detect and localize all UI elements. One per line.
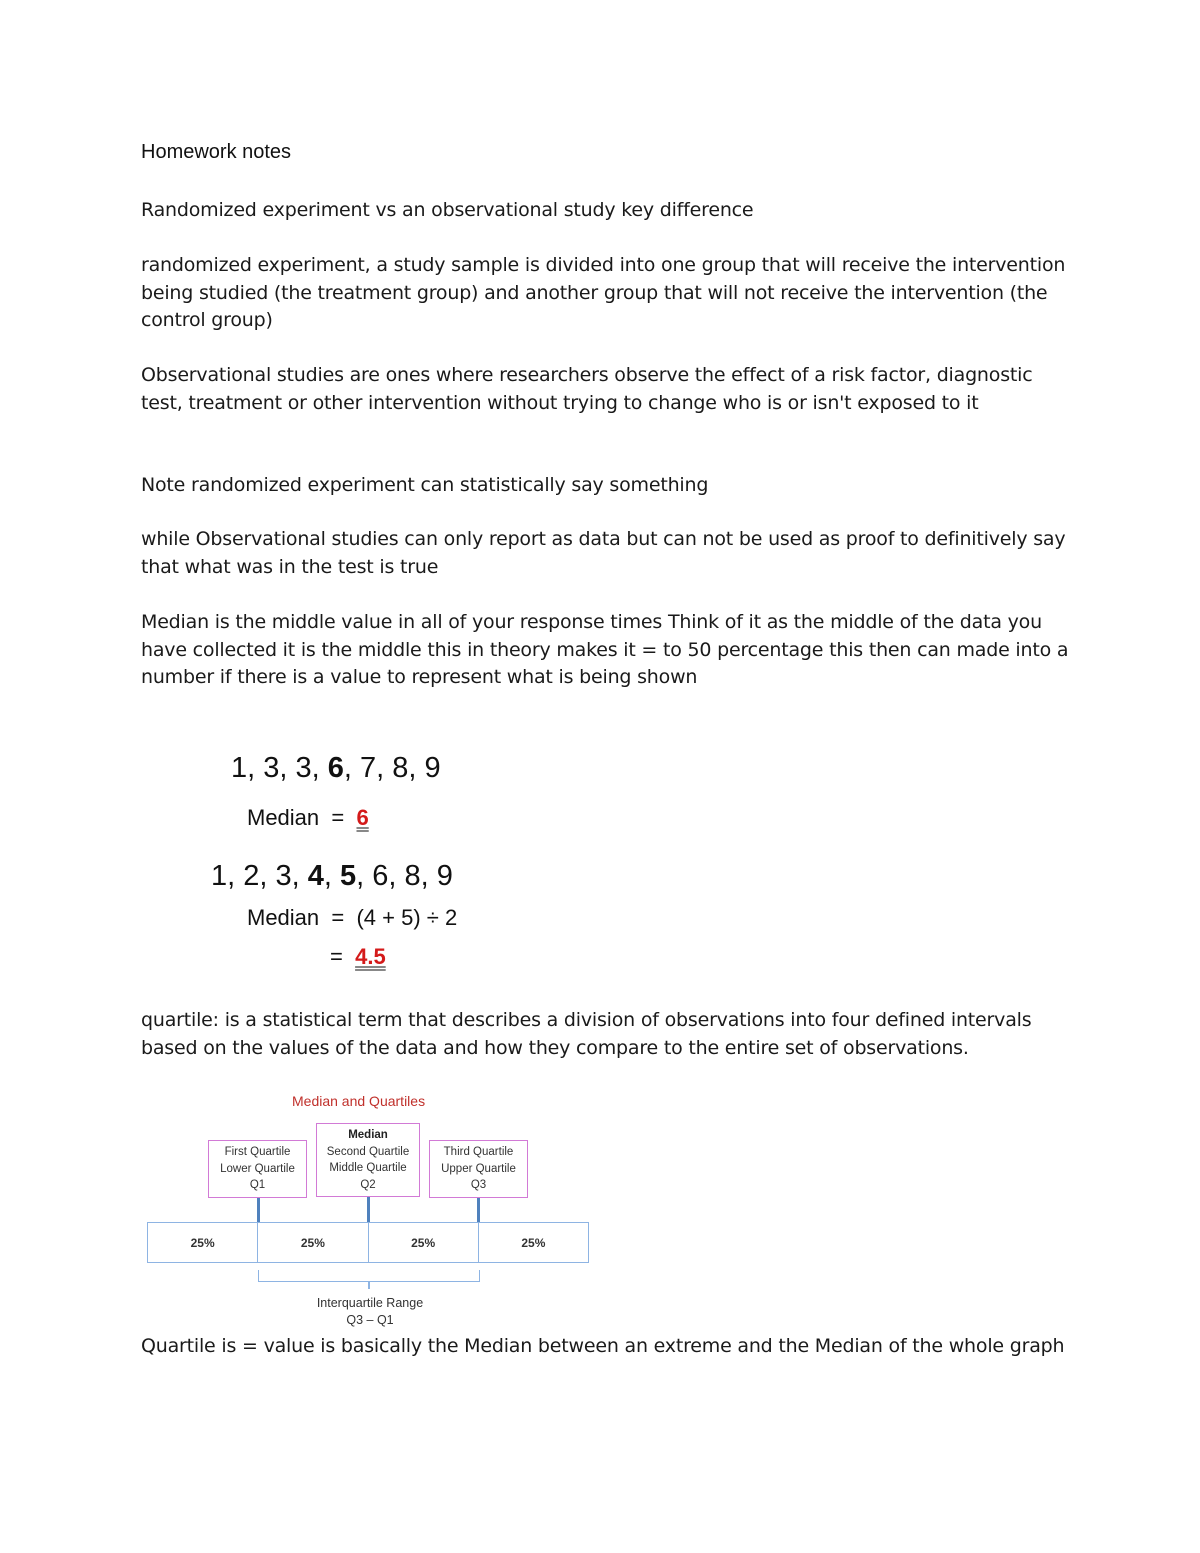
paragraph-randomized-experiment: randomized experiment, a study sample is divided into one group that will receive the intervention being studied (the treatment group) and another group that will not receive the intervention (the control group): [141, 254, 1066, 331]
third-quartile-label: Third Quartile: [443, 1146, 514, 1158]
median-example-1-result: Median = 6: [247, 805, 369, 830]
iqr-title: Interquartile Range: [316, 1296, 424, 1310]
paragraph-median-definition: Median is the middle value in all of your response times Think of it as the middle of the data you have collected it is the middle this in theory makes it = to 50 percentage this then can made into a number if there is a value to represent what is being shown: [141, 611, 1069, 688]
page-title: Homework notes: [141, 141, 292, 163]
paragraph-note-randomized: Note randomized experiment can statistically say something: [141, 474, 709, 496]
iqr-label: [300, 1295, 440, 1329]
paragraph-observational-studies: Observational studies are ones where researchers observe the effect of a risk factor, diagnostic test, treatment or other intervention without trying to change who is or isn't exposed to it: [141, 364, 1033, 414]
q1-tick: [257, 1198, 260, 1222]
q3-label: Q3: [470, 1179, 487, 1191]
q3-tick: [477, 1198, 480, 1222]
median-quartile-box: [316, 1123, 420, 1197]
median-box-heading: Median: [348, 1129, 388, 1141]
segment-2: 25%: [258, 1223, 368, 1262]
segment-4: 25%: [521, 1235, 546, 1250]
first-quartile-box: [208, 1140, 307, 1198]
median-example-2-result: = 4.5: [330, 944, 386, 969]
q1-label: Q1: [249, 1179, 266, 1191]
median-value-4-5: 4.5: [355, 944, 386, 969]
median-value-6: 6: [356, 805, 369, 830]
quartile-diagram-title: Median and Quartiles: [292, 1093, 426, 1109]
paragraph-quartile-explanation: Quartile is = value is basically the Median between an extreme and the Median of the whole graph: [141, 1335, 1065, 1357]
upper-quartile-label: Upper Quartile: [441, 1162, 516, 1175]
iqr-formula: Q3 – Q1: [346, 1313, 394, 1327]
quartile-bar: [147, 1222, 589, 1263]
q2-tick: [367, 1197, 370, 1222]
middle-quartile-label: Middle Quartile: [329, 1162, 407, 1174]
iqr-bracket-stem: [368, 1281, 370, 1289]
first-quartile-label: First Quartile: [224, 1146, 291, 1158]
median-example-2-sequence: 1, 2, 3, 4, 5, 6, 8, 9: [211, 860, 453, 892]
paragraph-key-difference: Randomized experiment vs an observational study key difference: [141, 199, 754, 221]
third-quartile-box: [429, 1140, 528, 1198]
median-example-2-expression: Median = (4 + 5) ÷ 2: [247, 905, 458, 930]
segment-3: 25%: [369, 1223, 479, 1262]
lower-quartile-label: Lower Quartile: [220, 1162, 295, 1175]
segment-1: 25%: [148, 1223, 258, 1262]
q2-label: Q2: [360, 1178, 376, 1191]
second-quartile-label: Second Quartile: [326, 1145, 410, 1158]
paragraph-observational-limit: while Observational studies can only report as data but can not be used as proof to definitively say that what was in the test is true: [141, 528, 1066, 578]
paragraph-quartile-definition: quartile: is a statistical term that describes a division of observations into four defined intervals based on the values of the data and how they compare to the entire set of observations.: [141, 1009, 1032, 1059]
median-example-1-sequence: 1, 3, 3, 6, 7, 8, 9: [231, 752, 441, 784]
